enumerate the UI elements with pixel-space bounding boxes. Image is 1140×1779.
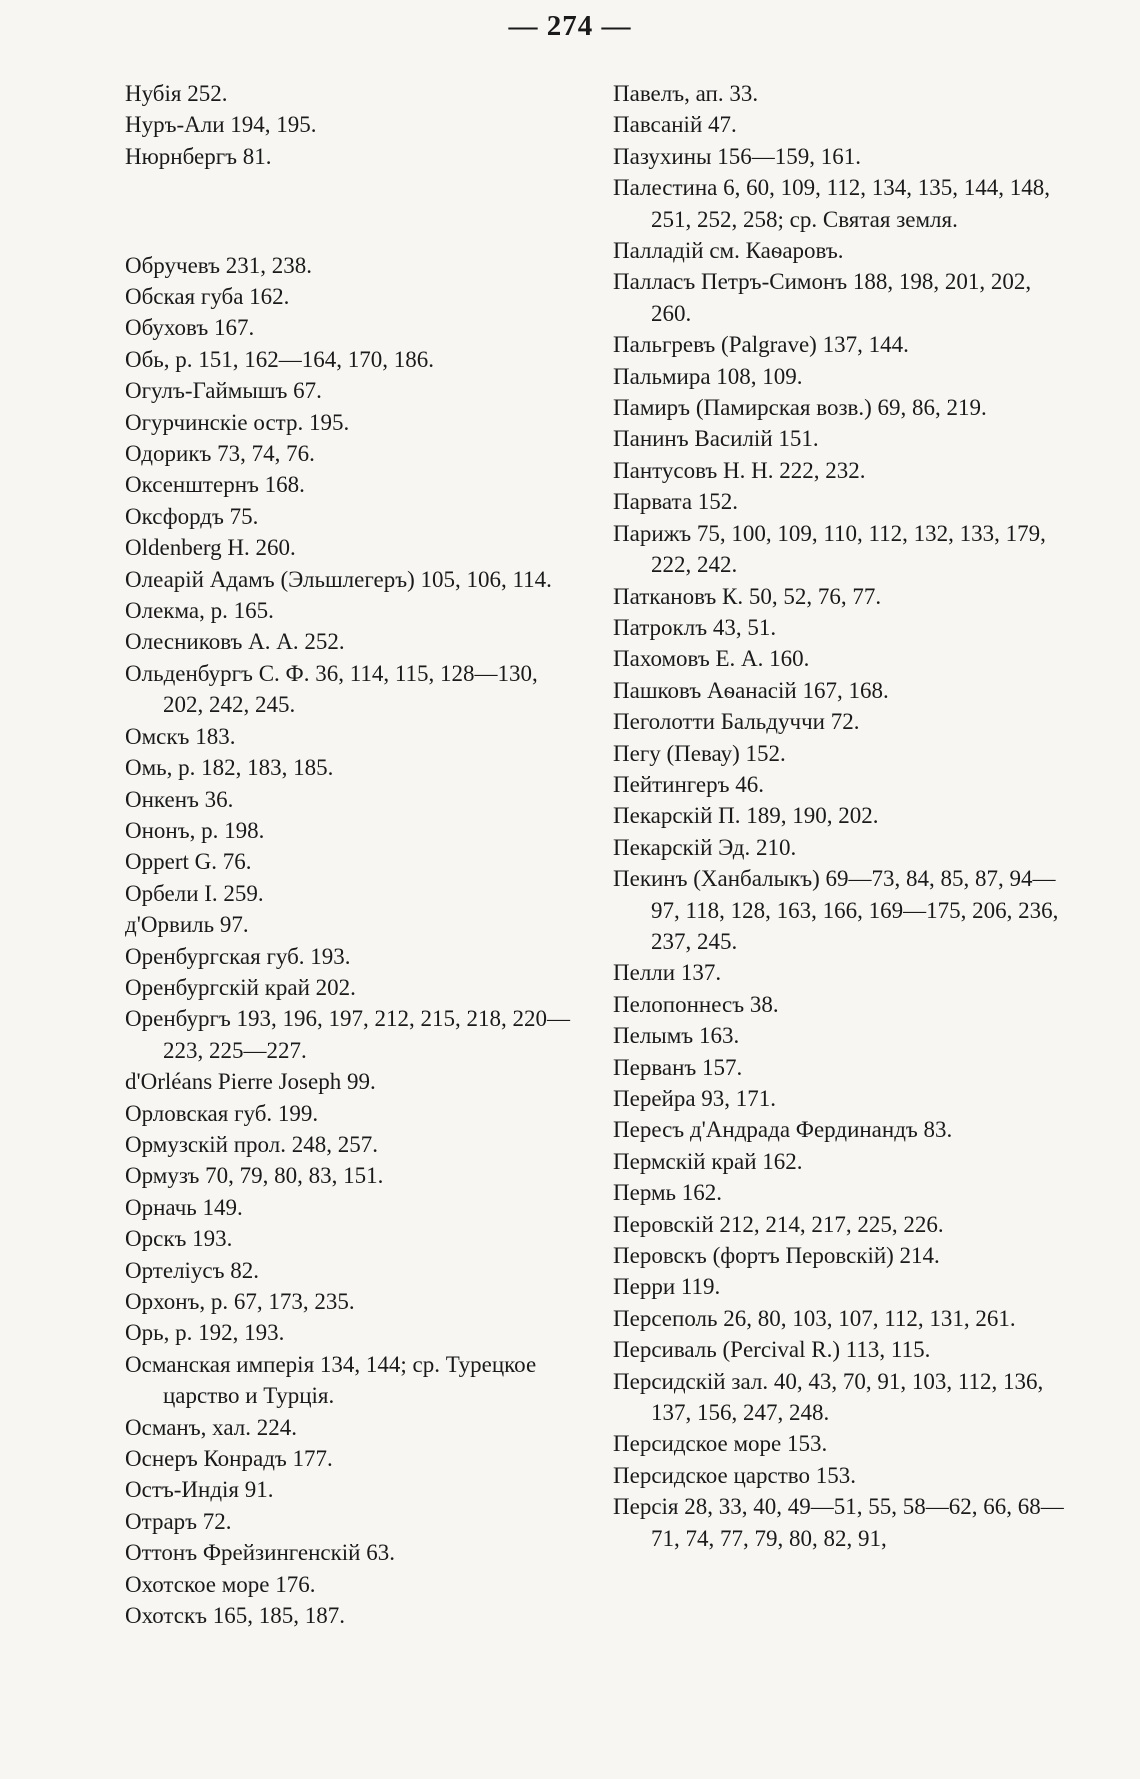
index-entry: Ононъ, р. 198. <box>125 817 265 843</box>
index-entry: Пахомовъ Е. А. 160. <box>613 646 810 672</box>
index-entry: Пейтингеръ 46. <box>613 771 765 797</box>
index-entry: Палестина 6, 60, 109, 112, 134, 135, 144, 148, 251, 252, 258; ср. Святая земля. <box>613 175 1051 232</box>
page-number: — 274 — <box>508 10 632 42</box>
index-entry: Паткановъ К. 50, 52, 76, 77. <box>613 583 882 609</box>
index-entry: Панинъ Василій 151. <box>613 426 819 452</box>
index-entry: Оксенштернъ 168. <box>125 472 305 498</box>
index-entry: Пекинъ (Ханбалыкъ) 69—73, 84, 85, 87, 94—97, 118, 128, 163, 166, 169—175, 206, 236, 237, 245. <box>613 866 1059 954</box>
index-entry: Орловская губ. 199. <box>125 1100 319 1126</box>
index-entry: Пекарскій Эд. 210. <box>613 834 797 860</box>
index-entry: Oldenberg H. 260. <box>125 535 296 561</box>
index-entry: Персеполь 26, 80, 103, 107, 112, 131, 261. <box>613 1305 1016 1331</box>
index-entry: Пересъ д'Андрада Фердинандъ 83. <box>613 1117 953 1143</box>
index-entry: Обская губа 162. <box>125 284 290 310</box>
index-entry: Пелли 137. <box>613 960 722 986</box>
index-entry: Нубія 252. <box>125 81 228 106</box>
index-entry: Охотскъ 165, 185, 187. <box>125 1603 346 1629</box>
index-entry: Орначь 149. <box>125 1194 243 1220</box>
index-entry: Пантусовъ Н. Н. 222, 232. <box>613 457 866 483</box>
index-entry: Палладій см. Каѳаровъ. <box>613 238 844 264</box>
index-entry: Ортеліусъ 82. <box>125 1257 260 1283</box>
index-column-left <box>125 78 580 1631</box>
index-entry: Оттонъ Фрейзингенскій 63. <box>125 1540 395 1566</box>
index-entry: Пазухины 156—159, 161. <box>613 143 861 169</box>
index-entry: Перовскій 212, 214, 217, 225, 226. <box>613 1211 944 1237</box>
index-entry: Перванъ 157. <box>613 1054 743 1080</box>
index-entry: Олесниковъ А. А. 252. <box>125 629 345 655</box>
index-entry: Орь, р. 192, 193. <box>125 1320 285 1346</box>
index-entry: Онкенъ 36. <box>125 786 234 812</box>
index-entry: д'Орвиль 97. <box>125 912 249 938</box>
index-entry: Оксфордъ 75. <box>125 503 259 529</box>
index-entry: Патроклъ 43, 51. <box>613 614 777 640</box>
index-entry: Персія 28, 33, 40, 49—51, 55, 58—62, 66, 68—71, 74, 77, 79, 80, 82, 91, <box>613 1494 1064 1551</box>
index-entry: Орхонъ, р. 67, 173, 235. <box>125 1289 355 1315</box>
index-entry: Одорикъ 73, 74, 76. <box>125 441 315 467</box>
index-entry: Остъ-Индія 91. <box>125 1477 274 1503</box>
index-entry: Павсаній 47. <box>613 112 737 138</box>
index-entry: d'Orléans Pierre Joseph 99. <box>125 1069 376 1095</box>
index-entry: Огулъ-Гаймышъ 67. <box>125 378 322 404</box>
index-gap <box>125 195 580 226</box>
index-entry: Парижъ 75, 100, 109, 110, 112, 132, 133, 179, 222, 242. <box>613 520 1046 578</box>
index-entry: Пекарскій П. 189, 190, 202. <box>613 803 879 829</box>
index-entry: Ормузскій прол. 248, 257. <box>125 1131 378 1157</box>
index-entry: Пелопоннесъ 38. <box>613 991 779 1017</box>
index-entry: Перовскъ (фортъ Перовскій) 214. <box>613 1243 940 1269</box>
index-entry: Памиръ (Памирская возв.) 69, 86, 219. <box>613 395 987 421</box>
index-entry: Оренбургская губ. 193. <box>125 943 351 969</box>
index-entry: Перри 119. <box>613 1274 721 1300</box>
index-entry: Палласъ Петръ-Симонъ 188, 198, 201, 202, 260. <box>613 269 1032 326</box>
index-entry: Пермскій край 162. <box>613 1148 803 1174</box>
index-entry: Пальгревъ (Palgrave) 137, 144. <box>613 332 909 358</box>
index-entry: Охотское море 176. <box>125 1571 316 1597</box>
index-entry: Оренбургскій край 202. <box>125 974 356 1000</box>
index-entry: Ормузъ 70, 79, 80, 83, 151. <box>125 1163 384 1189</box>
index-entry: Огурчинскіе остр. 195. <box>125 409 350 435</box>
index-entry: Обручевъ 231, 238. <box>125 252 312 278</box>
index-entry: Персидское царство 153. <box>613 1462 856 1488</box>
index-entry: Пермь 162. <box>613 1180 723 1206</box>
index-entry: Обь, р. 151, 162—164, 170, 186. <box>125 346 435 372</box>
index-entry: Oppert G. 76. <box>125 849 252 875</box>
index-entry: Османская имперія 134, 144; ср. Турецкое царство и Турція. <box>125 1351 537 1409</box>
index-entry: Парвата 152. <box>613 489 739 515</box>
index-entry: Павелъ, ап. 33. <box>613 81 759 106</box>
index-entry: Перейра 93, 171. <box>613 1086 777 1111</box>
index-entry: Нуръ-Али 194, 195. <box>125 112 317 138</box>
index-entry: Омскъ 183. <box>125 723 236 749</box>
index-entry: Оренбургъ 193, 196, 197, 212, 215, 218, 220—223, 225—227. <box>125 1006 571 1063</box>
index-entry: Пеголотти Бальдуччи 72. <box>613 709 860 735</box>
index-column-right <box>613 78 1068 1554</box>
index-entry: Пальмира 108, 109. <box>613 363 803 389</box>
index-entry: Пашковъ Аѳанасій 167, 168. <box>613 677 889 703</box>
index-entry: Оснеръ Конрадъ 177. <box>125 1446 333 1472</box>
index-entry: Орбели І. 259. <box>125 880 264 906</box>
index-entry: Олекма, р. 165. <box>125 598 274 624</box>
index-entry: Персидское море 153. <box>613 1431 828 1457</box>
index-entry: Персиваль (Percival R.) 113, 115. <box>613 1337 931 1363</box>
index-entry: Обуховъ 167. <box>125 315 255 341</box>
index-entry: Омь, р. 182, 183, 185. <box>125 755 334 781</box>
index-entry: Персидскій зал. 40, 43, 70, 91, 103, 112, 136, 137, 156, 247, 248. <box>613 1368 1044 1426</box>
index-entry: Ольденбургъ С. Ф. 36, 114, 115, 128—130, 202, 242, 245. <box>125 660 538 718</box>
index-entry: Орскъ 193. <box>125 1226 233 1252</box>
index-entry: Пегу (Певау) 152. <box>613 740 786 766</box>
index-entry: Отраръ 72. <box>125 1508 232 1534</box>
index-entry: Олеарій Адамъ (Эльшлегеръ) 105, 106, 114. <box>125 566 552 592</box>
index-entry: Нюрнбергъ 81. <box>125 143 272 169</box>
index-entry: Османъ, хал. 224. <box>125 1414 297 1440</box>
index-entry: Пелымъ 163. <box>613 1023 740 1049</box>
